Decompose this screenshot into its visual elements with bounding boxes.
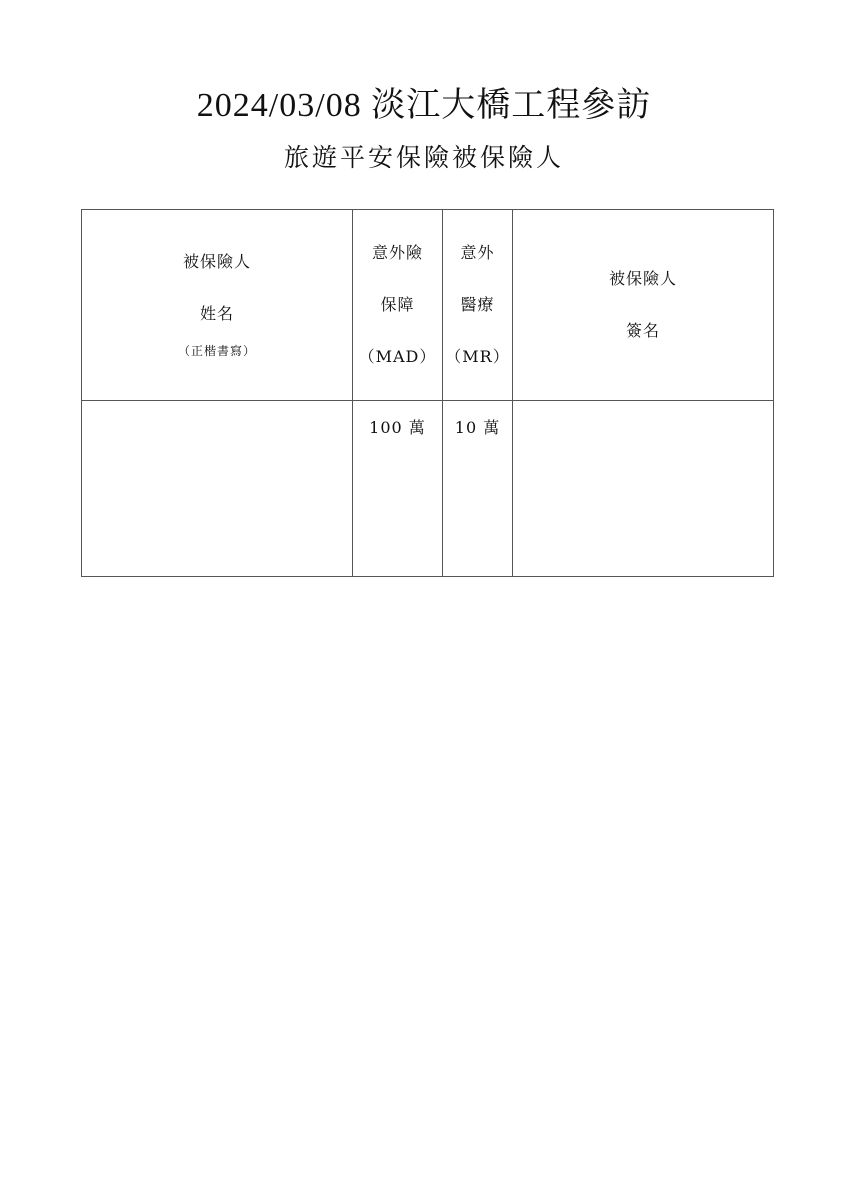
header-mad-line1: 意外險 xyxy=(371,243,423,262)
mr-amount-cell xyxy=(443,401,513,577)
header-name-line1: 被保險人 xyxy=(182,252,251,271)
header-accident-medical xyxy=(443,210,513,401)
document-subtitle: 旅遊平安保險被保險人 xyxy=(283,143,564,172)
header-mr-line1: 意外 xyxy=(460,243,495,262)
header-mr-line2: 醫療 xyxy=(460,295,495,314)
header-mad-line3: （MAD） xyxy=(358,347,437,366)
header-mad-line2: 保障 xyxy=(380,295,415,314)
header-signature-line2: 簽名 xyxy=(625,321,660,340)
name-cell[interactable] xyxy=(82,401,353,577)
header-name-note: （正楷書寫） xyxy=(177,344,256,358)
document-title: 2024/03/08 淡江大橋工程參訪 xyxy=(196,87,652,124)
header-name-line2: 姓名 xyxy=(199,304,234,323)
insured-roster-table xyxy=(81,209,774,577)
header-mr-line3: （MR） xyxy=(445,347,510,366)
signature-cell[interactable] xyxy=(513,401,774,577)
header-signature-line1: 被保險人 xyxy=(608,269,677,288)
mad-amount: 100 萬 xyxy=(369,418,426,437)
header-insured-signature xyxy=(513,210,774,401)
header-accident-coverage xyxy=(353,210,443,401)
table-row xyxy=(82,401,774,577)
mr-amount: 10 萬 xyxy=(454,418,501,437)
header-insured-name xyxy=(82,210,353,401)
table-header-row xyxy=(82,210,774,401)
mad-amount-cell xyxy=(353,401,443,577)
